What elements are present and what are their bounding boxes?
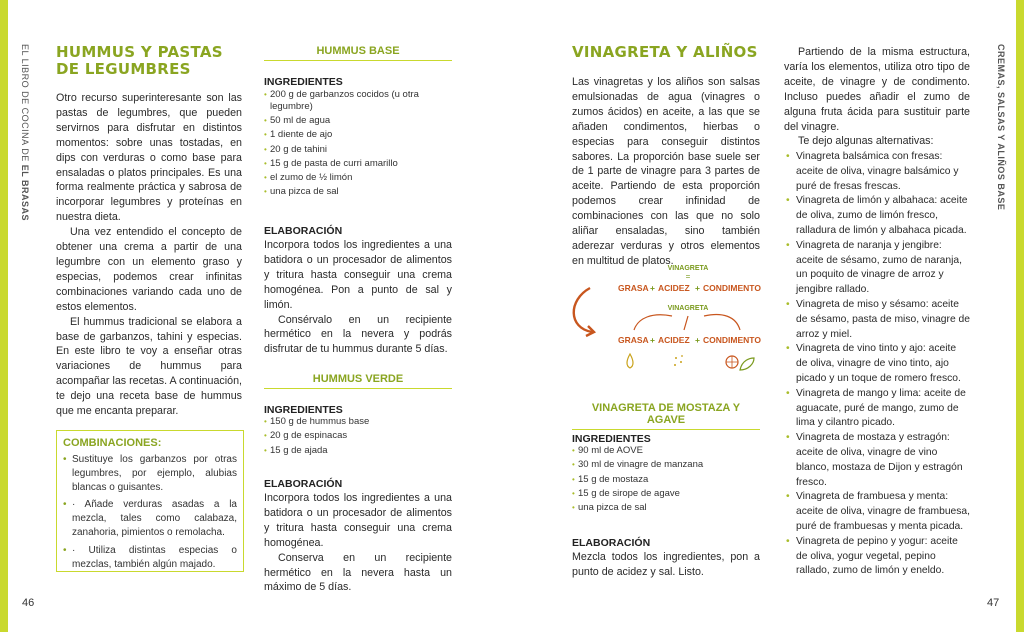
list-item: • Vinagreta balsámica con fresas: aceite de oliva, vinagre balsámico y puré de fresas frescas. — [786, 150, 970, 194]
arrow-acidez-icon — [684, 316, 688, 330]
method-paragraph: Mezcla todos los ingredientes, pon a punto de acidez y sal. Listo. — [572, 551, 760, 578]
intro-paragraph: Una vez entendido el concepto de obtener una crema a partir de una legumbre con un elemento graso y especias, podemos crear infinitas combinaciones variando cada uno de estos elementos. — [56, 226, 242, 313]
list-item: • · Añade verduras asadas a la mezcla, tales como calabaza, zanahoria, pimientos o remolacha. — [63, 498, 237, 539]
page-title-hummus — [56, 44, 223, 78]
combinations-list — [63, 453, 237, 575]
hummus-base-ingredients — [264, 88, 452, 200]
diagram-condimento-1: CONDIMENTO — [703, 283, 761, 293]
diagram-vinagreta-1: VINAGRETA — [667, 265, 709, 272]
method-paragraph: Incorpora todos los ingredientes a una batidora o un procesador de alimentos y tritura hasta conseguir una crema homogénea. Pon a punto de sal y limón. — [264, 239, 452, 311]
mostaza-title: VINAGRETA DE MOSTAZA Y AGAVE — [572, 402, 760, 430]
hummus-base-method — [264, 238, 452, 357]
method-label: ELABORACIÓN — [264, 225, 343, 237]
vinagreta-alternatives-list — [786, 150, 970, 579]
diagram-plus: + — [695, 335, 700, 345]
arrow-condimento-icon — [704, 315, 740, 330]
list-item: • 30 ml de vinagre de manzana — [572, 458, 760, 472]
running-head-left-bold: EL BRASAS — [20, 164, 30, 222]
diagram-plus: + — [650, 283, 655, 293]
list-item: • Vinagreta de naranja y jengibre: aceite de sésamo, zumo de naranja, un poquito de vinagre de arroz y jengibre rallado. — [786, 239, 970, 298]
leaf-icon — [740, 358, 754, 370]
diagram-grasa-1: GRASA — [618, 283, 649, 293]
diagram-acidez-2: ACIDEZ — [658, 335, 690, 345]
list-item: • 90 ml de AOVE — [572, 444, 760, 458]
list-item: • 15 g de ajada — [264, 444, 452, 458]
list-item: • 15 g de pasta de curri amarillo — [264, 157, 452, 171]
diagram-condimento-2: CONDIMENTO — [703, 335, 761, 345]
page-title-vinagreta: VINAGRETA Y ALIÑOS — [572, 43, 758, 61]
method-paragraph: Consérvalo en un recipiente hermético en la nevera y podrás disfrutar de tu hummus durante 5 días. — [264, 313, 452, 356]
curved-arrow-icon — [574, 288, 592, 332]
diagram-equals: = — [685, 272, 691, 281]
list-item: • · Utiliza distintas especias o mezclas, también algún majado. — [63, 544, 237, 572]
page-number-right: 47 — [987, 597, 1000, 609]
diagram-plus: + — [650, 335, 655, 345]
hummus-verde-title: HUMMUS VERDE — [264, 373, 452, 389]
list-item: • 200 g de garbanzos cocidos (u otra legumbre) — [264, 89, 452, 112]
combinations-heading: COMBINACIONES: — [63, 437, 162, 449]
list-item: • Vinagreta de mostaza y estragón: aceite de oliva, vinagre de vino blanco, mostaza de Dijon y estragón fresco. — [786, 431, 970, 490]
running-head-right — [996, 44, 1006, 210]
intro-paragraph: El hummus tradicional se elabora a base de garbanzos, tahini y especias. En este libro te voy a enseñar otras variaciones de hummus para acompañar las recetas. A continuación, te dejo una receta base de hummus que me encanta preparar. — [56, 315, 242, 418]
list-item: • Vinagreta de vino tinto y ajo: aceite de oliva, vinagre de vino tinto, ajo picado y un toque de romero fresco. — [786, 342, 970, 386]
title-line-2: DE LEGUMBRES — [56, 60, 191, 78]
list-item: • una pizca de sal — [264, 185, 452, 199]
list-item: • Vinagreta de pepino y yogur: aceite de oliva, yogur vegetal, pepino rallado, zumo de limón y eneldo. — [786, 535, 970, 579]
intro-paragraph: Partiendo de la misma estructura, varía los elementos, utiliza otro tipo de aceite, de vinagre y de condimento. Incluso puedes añadir el zumo de alguna fruta ácida para sustituir parte del vinagre. — [784, 46, 970, 133]
list-item: • Vinagreta de limón y albahaca: aceite de oliva, zumo de limón fresco, ralladura de limón y albahaca picada. — [786, 194, 970, 238]
running-head-left-text: EL LIBRO DE COCINA DE — [20, 44, 30, 162]
list-item: • una pizca de sal — [572, 501, 760, 515]
running-head-right-text: CREMAS, SALSAS Y ALIÑOS BASE — [996, 44, 1006, 211]
hummus-verde-ingredients — [264, 415, 452, 458]
intro-paragraph: Otro recurso superinteresante son las pastas de legumbres, que pueden servirnos para disfrutar en distintos momentos: sobre unas tostadas, en dips con verduras o como base para ensaladas o platos principales. Es una forma realmente práctica y sabrosa de incorporar legumbres y proteínas en nuestra dieta. — [56, 92, 242, 224]
intro-text — [56, 91, 242, 419]
method-paragraph: Incorpora todos los ingredientes a una batidora o un procesador de alimentos y tritura hasta conseguir una crema homogénea. — [264, 492, 452, 549]
method-label: ELABORACIÓN — [572, 537, 651, 549]
intro-paragraph: Las vinagretas y los aliños son salsas emulsionadas de agua (vinagres o zumos ácidos) en aceite, a las que se añaden condimentos, hierbas o especias para conseguir distintos sabores. La proporción base suele ser de 1 parte de vinagre para 3 partes de aceite. Partiendo de esta proporción podemos crear infinidad de combinaciones con las que no solo aliñar ensaladas, sino también aderezar verduras y otros elementos en multitud de platos. — [572, 76, 760, 267]
arrow-grasa-icon — [634, 315, 672, 330]
hummus-verde-method — [264, 491, 452, 595]
vinagreta-diagram — [562, 258, 772, 383]
ingredients-label: INGREDIENTES — [264, 404, 343, 416]
method-label: ELABORACIÓN — [264, 478, 343, 490]
combinations-box — [56, 430, 244, 572]
list-item: • 15 g de sirope de agave — [572, 487, 760, 501]
sparkle-icon — [674, 355, 683, 366]
ingredients-label: INGREDIENTES — [572, 433, 651, 445]
mostaza-method — [572, 550, 760, 580]
list-item: • Vinagreta de miso y sésamo: aceite de sésamo, pasta de miso, vinagre de arroz y miel. — [786, 298, 970, 342]
vinagreta-intro — [572, 75, 760, 269]
list-item: • 20 g de tahini — [264, 143, 452, 157]
intro-paragraph: Te dejo algunas alternativas: — [798, 135, 934, 148]
list-item: • Sustituye los garbanzos por otras legumbres, por ejemplo, alubias blancas o guisantes. — [63, 453, 237, 494]
alternatives-intro — [784, 45, 970, 149]
running-head-left — [20, 44, 30, 221]
page-number-left: 46 — [22, 597, 35, 609]
list-item: • el zumo de ½ limón — [264, 171, 452, 185]
diagram-grasa-2: GRASA — [618, 335, 649, 345]
list-item: • 15 g de mostaza — [572, 473, 760, 487]
method-paragraph: Conserva en un recipiente hermético en la nevera hasta un máximo de 5 días. — [264, 551, 452, 594]
list-item: • 1 diente de ajo — [264, 128, 452, 142]
list-item: • Vinagreta de mango y lima: aceite de aguacate, puré de mango, zumo de lima y cilantro picado. — [786, 387, 970, 431]
ingredients-label: INGREDIENTES — [264, 76, 343, 88]
title-line-1: HUMMUS Y PASTAS — [56, 43, 223, 61]
diagram-plus: + — [695, 283, 700, 293]
diagram-vinagreta-2: VINAGRETA — [667, 305, 709, 312]
list-item: • 50 ml de agua — [264, 114, 452, 128]
oil-drop-icon — [627, 354, 633, 368]
list-item: • Vinagreta de frambuesa y menta: aceite de oliva, vinagre de frambuesa, puré de frambuesas y menta picada. — [786, 490, 970, 534]
list-item: • 20 g de espinacas — [264, 429, 452, 443]
list-item: • 150 g de hummus base — [264, 415, 452, 429]
mostaza-ingredients — [572, 444, 760, 515]
diagram-acidez-1: ACIDEZ — [658, 283, 690, 293]
hummus-base-title: HUMMUS BASE — [264, 45, 452, 61]
